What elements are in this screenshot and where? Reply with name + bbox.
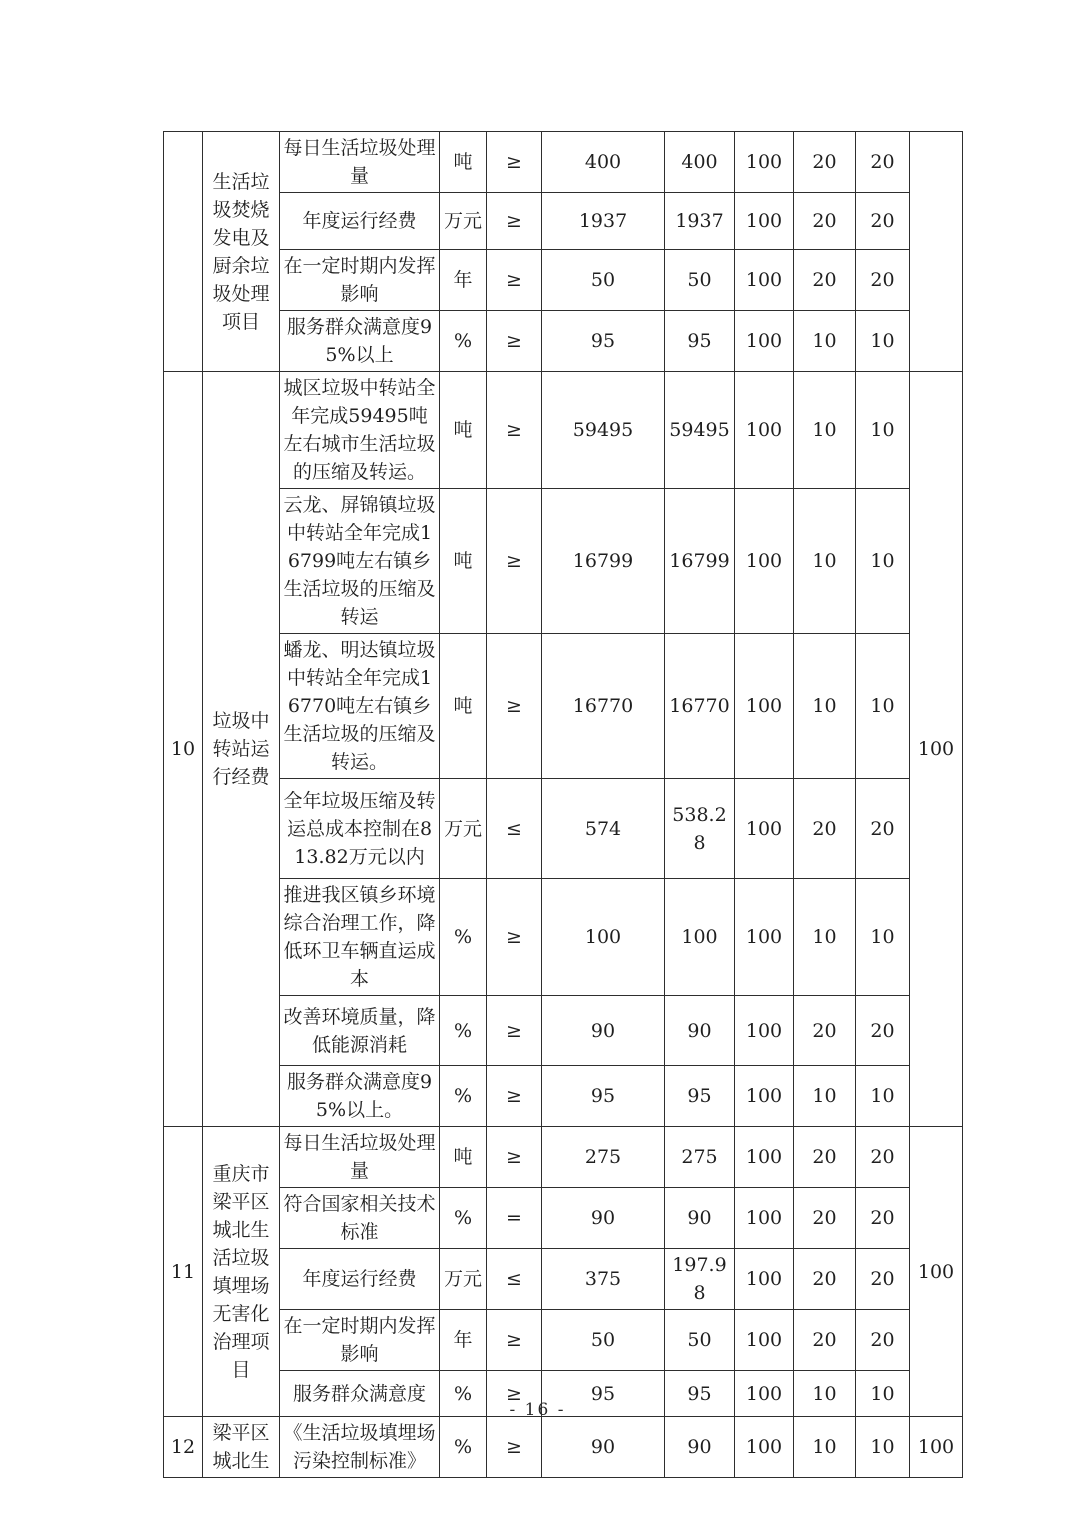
project-name-cell: 重庆市梁平区城北生活垃圾填埋场无害化治理项目 xyxy=(203,1127,280,1417)
comparison-symbol-cell: ≥ xyxy=(487,1127,542,1188)
indicator-cell: 服务群众满意度95%以上。 xyxy=(280,1066,440,1127)
indicator-cell: 符合国家相关技术标准 xyxy=(280,1188,440,1249)
score-cell: 20 xyxy=(856,779,910,879)
actual-value-cell: 90 xyxy=(665,1417,735,1478)
actual-value-cell: 100 xyxy=(665,879,735,996)
full-score-cell: 100 xyxy=(735,879,794,996)
actual-value-cell: 50 xyxy=(665,250,735,311)
target-value-cell: 90 xyxy=(542,1417,665,1478)
score-cell: 20 xyxy=(856,193,910,250)
score-cell: 20 xyxy=(856,1127,910,1188)
table-row xyxy=(164,250,963,311)
score-cell: 20 xyxy=(856,132,910,193)
page-number: - 16 - xyxy=(509,1400,566,1420)
item-number-cell: 10 xyxy=(164,372,203,1127)
actual-value-cell: 95 xyxy=(665,1066,735,1127)
comparison-symbol-cell: ≥ xyxy=(487,489,542,634)
section-total-cell: 100 xyxy=(910,372,963,1127)
target-value-cell: 95 xyxy=(542,1371,665,1417)
actual-value-cell: 95 xyxy=(665,311,735,372)
unit-cell: % xyxy=(440,311,487,372)
target-value-cell: 50 xyxy=(542,1310,665,1371)
indicator-cell: 云龙、屏锦镇垃圾中转站全年完成16799吨左右镇乡生活垃圾的压缩及转运 xyxy=(280,489,440,634)
actual-value-cell: 16770 xyxy=(665,634,735,779)
comparison-symbol-cell: ≥ xyxy=(487,311,542,372)
weight-cell: 10 xyxy=(794,1371,856,1417)
unit-cell: % xyxy=(440,996,487,1066)
score-cell: 10 xyxy=(856,489,910,634)
target-value-cell: 90 xyxy=(542,996,665,1066)
unit-cell: % xyxy=(440,879,487,996)
weight-cell: 20 xyxy=(794,779,856,879)
unit-cell: % xyxy=(440,1417,487,1478)
actual-value-cell: 95 xyxy=(665,1371,735,1417)
weight-cell: 10 xyxy=(794,1066,856,1127)
target-value-cell: 59495 xyxy=(542,372,665,489)
comparison-symbol-cell: ≤ xyxy=(487,779,542,879)
indicator-cell: 服务群众满意度95%以上 xyxy=(280,311,440,372)
comparison-symbol-cell: ≥ xyxy=(487,372,542,489)
actual-value-cell: 275 xyxy=(665,1127,735,1188)
table-row xyxy=(164,132,963,193)
table-row xyxy=(164,779,963,879)
full-score-cell: 100 xyxy=(735,1371,794,1417)
unit-cell: 吨 xyxy=(440,1127,487,1188)
indicator-cell: 《生活垃圾填埋场污染控制标准》 xyxy=(280,1417,440,1478)
weight-cell: 20 xyxy=(794,250,856,311)
score-cell: 10 xyxy=(856,634,910,779)
table-row xyxy=(164,489,963,634)
target-value-cell: 375 xyxy=(542,1249,665,1310)
indicator-cell: 城区垃圾中转站全年完成59495吨左右城市生活垃圾的压缩及转运。 xyxy=(280,372,440,489)
target-value-cell: 1937 xyxy=(542,193,665,250)
table-row xyxy=(164,1249,963,1310)
full-score-cell: 100 xyxy=(735,1188,794,1249)
comparison-symbol-cell: ≥ xyxy=(487,132,542,193)
full-score-cell: 100 xyxy=(735,1249,794,1310)
score-cell: 10 xyxy=(856,311,910,372)
comparison-symbol-cell: ≥ xyxy=(487,1417,542,1478)
full-score-cell: 100 xyxy=(735,1417,794,1478)
project-name-cell: 生活垃圾焚烧发电及厨余垃圾处理项目 xyxy=(203,132,280,372)
score-cell: 20 xyxy=(856,1310,910,1371)
weight-cell: 10 xyxy=(794,372,856,489)
weight-cell: 20 xyxy=(794,1310,856,1371)
unit-cell: 吨 xyxy=(440,372,487,489)
table-row xyxy=(164,996,963,1066)
full-score-cell: 100 xyxy=(735,250,794,311)
comparison-symbol-cell: ≥ xyxy=(487,1310,542,1371)
full-score-cell: 100 xyxy=(735,1310,794,1371)
actual-value-cell: 59495 xyxy=(665,372,735,489)
section-total-cell xyxy=(910,132,963,372)
indicator-cell: 在一定时期内发挥影响 xyxy=(280,250,440,311)
full-score-cell: 100 xyxy=(735,132,794,193)
weight-cell: 20 xyxy=(794,1127,856,1188)
indicator-cell: 每日生活垃圾处理量 xyxy=(280,132,440,193)
score-cell: 10 xyxy=(856,1066,910,1127)
comparison-symbol-cell: = xyxy=(487,1188,542,1249)
table-row xyxy=(164,1188,963,1249)
target-value-cell: 95 xyxy=(542,311,665,372)
actual-value-cell: 90 xyxy=(665,996,735,1066)
score-cell: 10 xyxy=(856,879,910,996)
table-row xyxy=(164,1310,963,1371)
full-score-cell: 100 xyxy=(735,372,794,489)
comparison-symbol-cell: ≤ xyxy=(487,1249,542,1310)
indicator-cell: 每日生活垃圾处理量 xyxy=(280,1127,440,1188)
comparison-symbol-cell: ≥ xyxy=(487,193,542,250)
full-score-cell: 100 xyxy=(735,1127,794,1188)
table-row xyxy=(164,1127,963,1188)
score-cell: 10 xyxy=(856,1417,910,1478)
full-score-cell: 100 xyxy=(735,779,794,879)
indicator-cell: 全年垃圾压缩及转运总成本控制在813.82万元以内 xyxy=(280,779,440,879)
weight-cell: 10 xyxy=(794,489,856,634)
target-value-cell: 400 xyxy=(542,132,665,193)
unit-cell: 万元 xyxy=(440,779,487,879)
weight-cell: 20 xyxy=(794,1249,856,1310)
weight-cell: 10 xyxy=(794,879,856,996)
unit-cell: 吨 xyxy=(440,634,487,779)
indicator-cell: 年度运行经费 xyxy=(280,193,440,250)
score-cell: 10 xyxy=(856,372,910,489)
weight-cell: 20 xyxy=(794,193,856,250)
project-name-cell: 梁平区城北生 xyxy=(203,1417,280,1478)
target-value-cell: 90 xyxy=(542,1188,665,1249)
target-value-cell: 574 xyxy=(542,779,665,879)
unit-cell: 年 xyxy=(440,250,487,311)
comparison-symbol-cell: ≥ xyxy=(487,1371,542,1417)
score-cell: 20 xyxy=(856,1249,910,1310)
indicator-cell: 蟠龙、明达镇垃圾中转站全年完成16770吨左右镇乡生活垃圾的压缩及转运。 xyxy=(280,634,440,779)
full-score-cell: 100 xyxy=(735,489,794,634)
unit-cell: 吨 xyxy=(440,132,487,193)
full-score-cell: 100 xyxy=(735,1066,794,1127)
actual-value-cell: 1937 xyxy=(665,193,735,250)
item-number-cell: 12 xyxy=(164,1417,203,1478)
weight-cell: 10 xyxy=(794,634,856,779)
score-cell: 20 xyxy=(856,1188,910,1249)
comparison-symbol-cell: ≥ xyxy=(487,1066,542,1127)
weight-cell: 10 xyxy=(794,1417,856,1478)
project-name-cell: 垃圾中转站运行经费 xyxy=(203,372,280,1127)
comparison-symbol-cell: ≥ xyxy=(487,250,542,311)
weight-cell: 20 xyxy=(794,132,856,193)
score-cell: 10 xyxy=(856,1371,910,1417)
unit-cell: 年 xyxy=(440,1310,487,1371)
item-number-cell xyxy=(164,132,203,372)
unit-cell: % xyxy=(440,1066,487,1127)
comparison-symbol-cell: ≥ xyxy=(487,996,542,1066)
actual-value-cell: 400 xyxy=(665,132,735,193)
table-row xyxy=(164,634,963,779)
unit-cell: 万元 xyxy=(440,1249,487,1310)
full-score-cell: 100 xyxy=(735,193,794,250)
target-value-cell: 275 xyxy=(542,1127,665,1188)
full-score-cell: 100 xyxy=(735,311,794,372)
table-row xyxy=(164,1417,963,1478)
target-value-cell: 100 xyxy=(542,879,665,996)
table-row xyxy=(164,193,963,250)
weight-cell: 20 xyxy=(794,996,856,1066)
indicator-cell: 改善环境质量，降低能源消耗 xyxy=(280,996,440,1066)
section-total-cell: 100 xyxy=(910,1127,963,1417)
table-row xyxy=(164,372,963,489)
indicator-cell: 在一定时期内发挥影响 xyxy=(280,1310,440,1371)
indicator-cell: 推进我区镇乡环境综合治理工作，降低环卫车辆直运成本 xyxy=(280,879,440,996)
actual-value-cell: 90 xyxy=(665,1188,735,1249)
section-total-cell: 100 xyxy=(910,1417,963,1478)
weight-cell: 10 xyxy=(794,311,856,372)
item-number-cell: 11 xyxy=(164,1127,203,1417)
full-score-cell: 100 xyxy=(735,634,794,779)
indicator-cell: 年度运行经费 xyxy=(280,1249,440,1310)
table-row xyxy=(164,879,963,996)
weight-cell: 20 xyxy=(794,1188,856,1249)
indicator-cell: 服务群众满意度 xyxy=(280,1371,440,1417)
unit-cell: % xyxy=(440,1188,487,1249)
target-value-cell: 95 xyxy=(542,1066,665,1127)
actual-value-cell: 50 xyxy=(665,1310,735,1371)
performance-indicator-table xyxy=(163,131,963,1478)
score-cell: 20 xyxy=(856,250,910,311)
unit-cell: 万元 xyxy=(440,193,487,250)
comparison-symbol-cell: ≥ xyxy=(487,634,542,779)
target-value-cell: 50 xyxy=(542,250,665,311)
actual-value-cell: 16799 xyxy=(665,489,735,634)
score-cell: 20 xyxy=(856,996,910,1066)
actual-value-cell: 538.28 xyxy=(665,779,735,879)
target-value-cell: 16799 xyxy=(542,489,665,634)
table-row xyxy=(164,1066,963,1127)
unit-cell: 吨 xyxy=(440,489,487,634)
comparison-symbol-cell: ≥ xyxy=(487,879,542,996)
actual-value-cell: 197.98 xyxy=(665,1249,735,1310)
table-row xyxy=(164,311,963,372)
full-score-cell: 100 xyxy=(735,996,794,1066)
target-value-cell: 16770 xyxy=(542,634,665,779)
unit-cell: % xyxy=(440,1371,487,1417)
